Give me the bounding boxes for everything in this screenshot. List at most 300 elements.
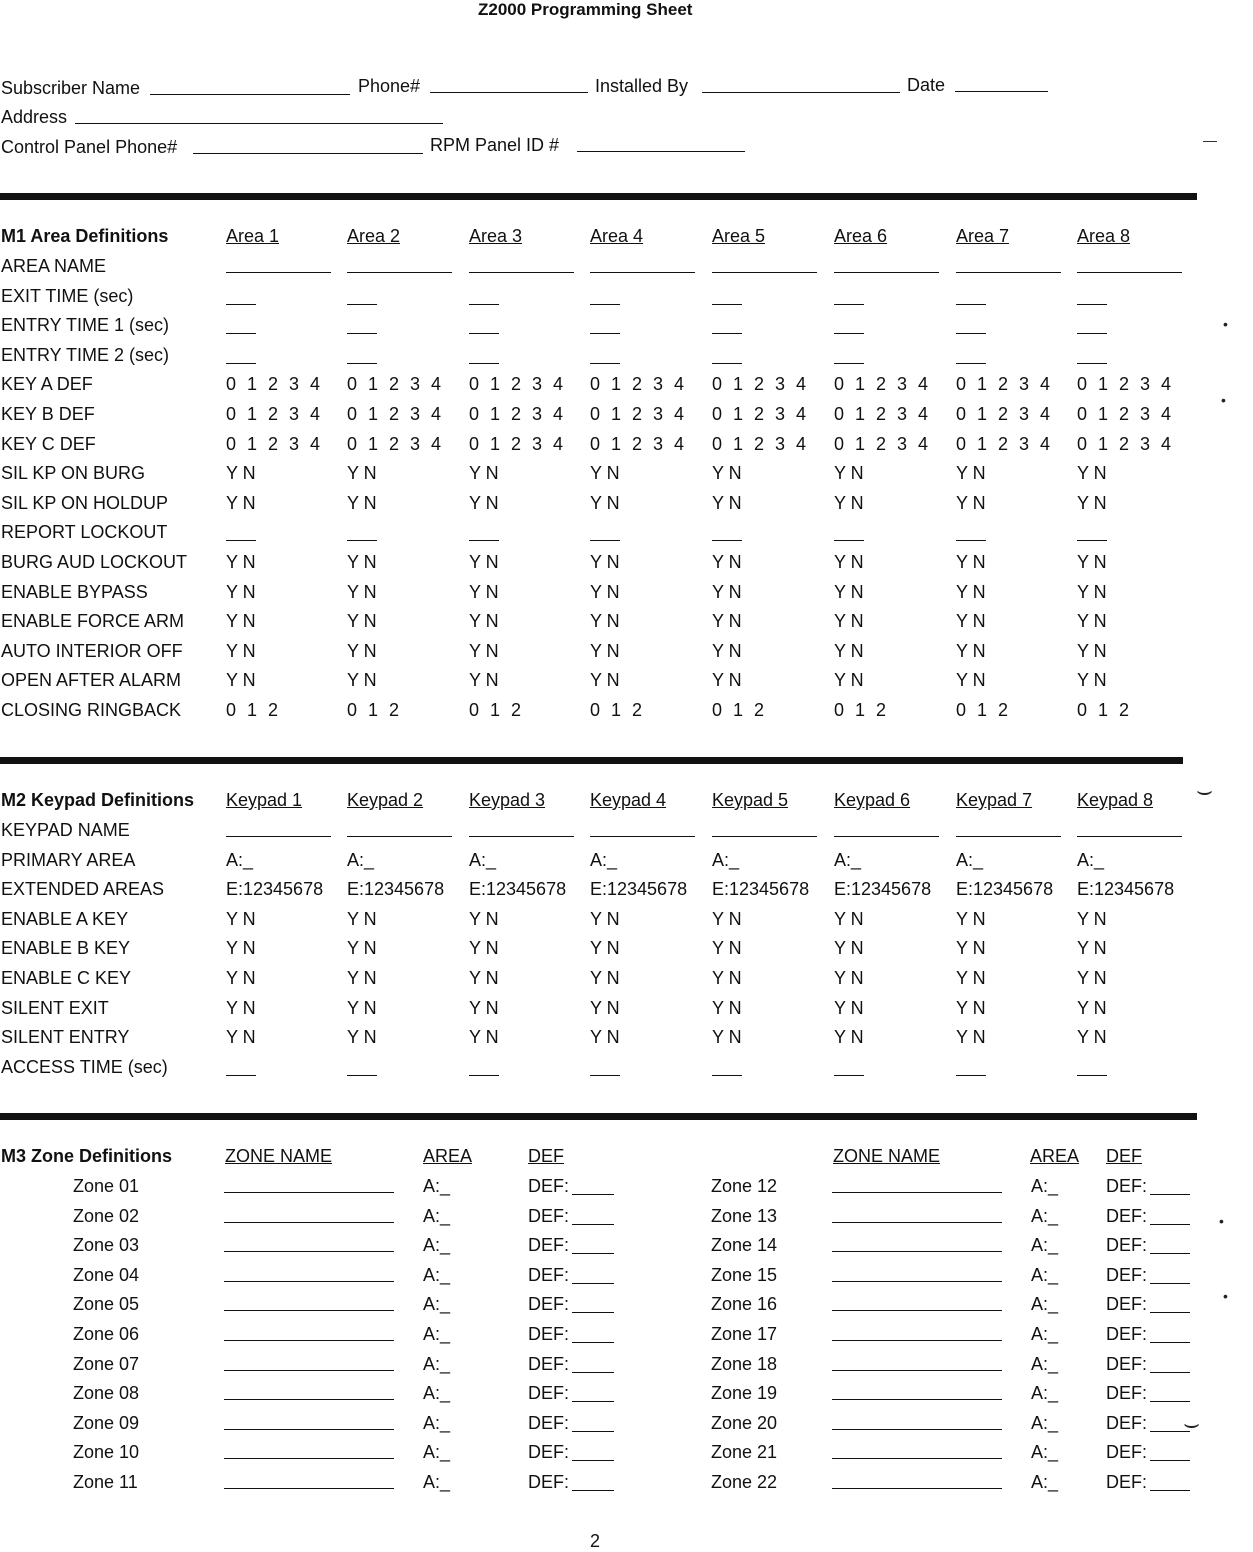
m2-name-field[interactable] xyxy=(712,836,817,837)
zone-def-blank[interactable] xyxy=(572,1283,614,1284)
zone-def-blank[interactable] xyxy=(1150,1283,1190,1284)
zone-name-field[interactable] xyxy=(832,1310,1002,1311)
m2-name-field[interactable] xyxy=(590,836,695,837)
m2-option-value[interactable]: E:12345678 xyxy=(347,879,445,900)
zone-name-field[interactable] xyxy=(832,1281,1002,1282)
m1-option-value[interactable]: Y N xyxy=(956,670,986,691)
m1-value-field[interactable] xyxy=(956,363,986,364)
m1-option-value[interactable]: Y N xyxy=(469,492,499,513)
m1-name-field[interactable] xyxy=(347,272,452,273)
zone-name-field[interactable] xyxy=(832,1222,1002,1223)
phone-field[interactable] xyxy=(430,92,588,93)
m2-option-value[interactable]: Y N xyxy=(1077,968,1107,988)
zone-def-blank[interactable] xyxy=(572,1194,614,1195)
m1-option-value[interactable]: 0 1 2 3 4 xyxy=(347,404,445,424)
m2-option-value[interactable]: A:_ xyxy=(1077,849,1105,870)
zone-def-field[interactable]: DEF: xyxy=(1106,1205,1148,1226)
m1-option-value[interactable]: Y N xyxy=(226,581,256,602)
zone-name-field[interactable] xyxy=(832,1251,1002,1252)
m2-option-value[interactable]: E:12345678 xyxy=(1077,879,1175,900)
zone-def-field[interactable]: DEF: xyxy=(1106,1383,1148,1404)
m2-option-value[interactable]: Y N xyxy=(590,1027,620,1048)
m2-value-field[interactable] xyxy=(469,1075,499,1076)
m1-option-value[interactable]: Y N xyxy=(347,611,377,632)
m1-value-field[interactable] xyxy=(226,304,256,305)
m1-option-value[interactable]: 0 1 2 3 4 xyxy=(469,374,567,395)
m2-option-value[interactable]: Y N xyxy=(226,938,256,959)
zone-def-blank[interactable] xyxy=(1150,1312,1190,1313)
m2-value-field[interactable] xyxy=(347,1075,377,1076)
zone-def-field[interactable]: DEF: xyxy=(1106,1412,1148,1433)
m1-option-value[interactable]: Y N xyxy=(226,552,256,572)
m2-heading: M2 Keypad Definitions xyxy=(1,790,195,810)
m1-option-value[interactable]: 0 1 2 xyxy=(834,700,890,720)
zone-def-blank[interactable] xyxy=(572,1490,614,1491)
m2-option-value[interactable]: Y N xyxy=(956,968,986,988)
zone-name-field[interactable] xyxy=(224,1222,394,1223)
m1-option-value[interactable]: Y N xyxy=(469,640,499,661)
m2-option-value[interactable]: E:12345678 xyxy=(469,879,567,900)
m2-name-field[interactable] xyxy=(956,836,1061,837)
zone-def-blank[interactable] xyxy=(1150,1224,1190,1225)
m1-option-value[interactable]: Y N xyxy=(712,611,742,632)
control-panel-phone-field[interactable] xyxy=(193,153,423,154)
m1-option-value[interactable]: 0 1 2 3 4 xyxy=(347,433,445,454)
m1-value-field[interactable] xyxy=(956,333,986,334)
zone-area-field[interactable]: A:_ xyxy=(423,1383,451,1404)
m1-option-value[interactable]: Y N xyxy=(1077,552,1107,572)
m1-option-value[interactable]: Y N xyxy=(834,611,864,632)
m1-option-value[interactable]: 0 1 2 3 4 xyxy=(1077,374,1175,395)
m3-zone-name-header-right: ZONE NAME xyxy=(833,1146,941,1166)
zone-def-field[interactable]: DEF: xyxy=(1106,1472,1148,1492)
zone-def-blank[interactable] xyxy=(572,1312,614,1313)
m1-option-value[interactable]: 0 1 2 xyxy=(226,700,282,720)
m2-value-field[interactable] xyxy=(956,1075,986,1076)
m2-option-value[interactable]: Y N xyxy=(226,968,256,988)
m2-name-field[interactable] xyxy=(834,836,939,837)
m1-value-field[interactable] xyxy=(956,540,986,541)
m1-option-value[interactable]: Y N xyxy=(956,492,986,513)
m1-option-value[interactable]: 0 1 2 3 4 xyxy=(712,404,810,424)
m1-option-value[interactable]: Y N xyxy=(956,581,986,602)
m2-option-value[interactable]: Y N xyxy=(347,908,377,929)
m1-option-value[interactable]: Y N xyxy=(347,581,377,602)
zone-name-field[interactable] xyxy=(224,1192,394,1193)
m2-option-value[interactable]: Y N xyxy=(469,997,499,1018)
zone-area-field[interactable]: A:_ xyxy=(423,1324,451,1344)
m2-option-value[interactable]: Y N xyxy=(712,997,742,1018)
m2-option-value[interactable]: Y N xyxy=(956,938,986,959)
zone-def-blank[interactable] xyxy=(1150,1490,1190,1491)
zone-def-blank[interactable] xyxy=(572,1342,614,1343)
zone-def-blank[interactable] xyxy=(572,1401,614,1402)
m2-option-value[interactable]: A:_ xyxy=(469,849,497,870)
zone-def-field[interactable]: DEF: xyxy=(1106,1324,1148,1344)
m1-name-field[interactable] xyxy=(956,272,1061,273)
zone-def-field[interactable]: DEF: xyxy=(528,1176,570,1196)
m1-option-value[interactable]: 0 1 2 xyxy=(712,700,768,720)
m1-option-value[interactable]: Y N xyxy=(469,670,499,691)
m1-option-value[interactable]: Y N xyxy=(1077,492,1107,513)
m1-option-value[interactable]: 0 1 2 3 4 xyxy=(590,404,688,424)
m1-value-field[interactable] xyxy=(347,540,377,541)
m1-name-field[interactable] xyxy=(469,272,574,273)
m1-option-value[interactable]: Y N xyxy=(590,492,620,513)
m1-option-value[interactable]: 0 1 2 3 4 xyxy=(469,433,567,454)
m2-option-value[interactable]: Y N xyxy=(1077,908,1107,929)
m1-option-value[interactable]: Y N xyxy=(347,552,377,572)
m1-option-value[interactable]: Y N xyxy=(712,463,742,484)
m1-option-value[interactable]: 0 1 2 3 4 xyxy=(834,433,932,454)
m2-option-value[interactable]: Y N xyxy=(834,908,864,929)
m1-option-value[interactable]: 0 1 2 xyxy=(590,700,646,720)
m1-option-value[interactable]: Y N xyxy=(347,670,377,691)
m2-option-value[interactable]: Y N xyxy=(226,1027,256,1048)
m2-option-value[interactable]: A:_ xyxy=(226,849,254,870)
m1-option-value[interactable]: Y N xyxy=(834,463,864,484)
zone-def-field[interactable]: DEF: xyxy=(528,1264,570,1285)
zone-def-blank[interactable] xyxy=(1150,1372,1190,1373)
zone-name-field[interactable] xyxy=(224,1399,394,1400)
m2-option-value[interactable]: Y N xyxy=(712,1027,742,1048)
m1-option-value[interactable]: 0 1 2 3 4 xyxy=(834,374,932,395)
m2-option-value[interactable]: Y N xyxy=(834,968,864,988)
m2-name-field[interactable] xyxy=(469,836,574,837)
m1-option-value[interactable]: Y N xyxy=(1077,611,1107,632)
installed-by-field[interactable] xyxy=(702,92,900,93)
m1-option-value[interactable]: Y N xyxy=(226,640,256,661)
m2-value-field[interactable] xyxy=(712,1075,742,1076)
m1-option-value[interactable]: Y N xyxy=(347,640,377,661)
zone-def-field[interactable]: DEF: xyxy=(528,1205,570,1226)
m2-option-value[interactable]: Y N xyxy=(1077,997,1107,1018)
m1-option-value[interactable]: Y N xyxy=(1077,581,1107,602)
zone-area-field[interactable]: A:_ xyxy=(1031,1324,1059,1344)
m2-option-value[interactable]: Y N xyxy=(590,997,620,1018)
zone-name-field[interactable] xyxy=(832,1370,1002,1371)
m1-value-field[interactable] xyxy=(590,540,620,541)
m1-value-field[interactable] xyxy=(1077,363,1107,364)
zone-area-field[interactable]: A:_ xyxy=(1031,1264,1059,1285)
zone-area-field[interactable]: A:_ xyxy=(1031,1442,1059,1463)
m2-option-value[interactable]: Y N xyxy=(834,997,864,1018)
m1-option-value[interactable]: 0 1 2 3 4 xyxy=(590,433,688,454)
m2-option-value[interactable]: E:12345678 xyxy=(956,879,1054,900)
rpm-panel-id-field[interactable] xyxy=(577,151,745,152)
zone-def-blank[interactable] xyxy=(1150,1460,1190,1461)
m2-option-value[interactable]: A:_ xyxy=(712,849,740,870)
m2-value-field[interactable] xyxy=(226,1075,256,1076)
zone-def-blank[interactable] xyxy=(572,1253,614,1254)
m1-option-value[interactable]: 0 1 2 3 4 xyxy=(1077,404,1175,424)
zone-def-field[interactable]: DEF: xyxy=(528,1442,570,1463)
zone-name-field[interactable] xyxy=(224,1310,394,1311)
m2-option-value[interactable]: Y N xyxy=(590,968,620,988)
m1-name-field[interactable] xyxy=(712,272,817,273)
m1-option-value[interactable]: Y N xyxy=(712,552,742,572)
m1-option-value[interactable]: Y N xyxy=(956,611,986,632)
m2-option-value[interactable]: Y N xyxy=(347,968,377,988)
zone-name-field[interactable] xyxy=(224,1251,394,1252)
m2-option-value[interactable]: A:_ xyxy=(347,849,375,870)
m2-option-value[interactable]: Y N xyxy=(347,1027,377,1048)
zone-def-field[interactable]: DEF: xyxy=(1106,1264,1148,1285)
m2-option-value[interactable]: Y N xyxy=(469,908,499,929)
m2-name-field[interactable] xyxy=(347,836,452,837)
m1-option-value[interactable]: 0 1 2 3 4 xyxy=(226,404,324,424)
zone-name-field[interactable] xyxy=(224,1281,394,1282)
m1-value-field[interactable] xyxy=(347,363,377,364)
m1-value-field[interactable] xyxy=(712,304,742,305)
m1-option-value[interactable]: Y N xyxy=(1077,463,1107,484)
zone-area-field[interactable]: A:_ xyxy=(423,1294,451,1315)
m1-option-value[interactable]: 0 1 2 3 4 xyxy=(712,374,810,395)
m1-value-field[interactable] xyxy=(347,333,377,334)
zone-def-field[interactable]: DEF: xyxy=(528,1353,570,1374)
zone-area-field[interactable]: A:_ xyxy=(1031,1472,1059,1492)
m1-option-value[interactable]: Y N xyxy=(226,463,256,484)
m1-option-value[interactable]: Y N xyxy=(590,552,620,572)
zone-area-field[interactable]: A:_ xyxy=(1031,1176,1059,1196)
zone-name-field[interactable] xyxy=(832,1399,1002,1400)
m1-option-value[interactable]: Y N xyxy=(956,552,986,572)
zone-area-field[interactable]: A:_ xyxy=(423,1472,451,1492)
m1-option-value[interactable]: Y N xyxy=(347,463,377,484)
m1-option-value[interactable]: Y N xyxy=(469,611,499,632)
m1-option-value[interactable]: 0 1 2 3 4 xyxy=(834,404,932,424)
zone-name-field[interactable] xyxy=(224,1488,394,1489)
m1-option-value[interactable]: Y N xyxy=(1077,670,1107,691)
m1-value-field[interactable] xyxy=(956,304,986,305)
m1-row-label: CLOSING RINGBACK xyxy=(1,700,182,720)
m2-value-field[interactable] xyxy=(590,1075,620,1076)
m2-option-value[interactable]: Y N xyxy=(834,1027,864,1048)
m1-value-field[interactable] xyxy=(469,363,499,364)
m1-option-value[interactable]: Y N xyxy=(469,581,499,602)
zone-def-field[interactable]: DEF: xyxy=(1106,1353,1148,1374)
zone-area-field[interactable]: A:_ xyxy=(423,1176,451,1196)
zone-name-field[interactable] xyxy=(832,1488,1002,1489)
zone-area-field[interactable]: A:_ xyxy=(1031,1383,1059,1404)
m2-option-value[interactable]: Y N xyxy=(469,968,499,988)
zone-label: Zone 15 xyxy=(711,1264,778,1285)
zone-def-field[interactable]: DEF: xyxy=(1106,1442,1148,1463)
m1-option-value[interactable]: Y N xyxy=(469,463,499,484)
m1-option-value[interactable]: 0 1 2 xyxy=(469,700,525,720)
m2-option-value[interactable]: A:_ xyxy=(834,849,862,870)
m1-value-field[interactable] xyxy=(834,363,864,364)
m1-option-value[interactable]: Y N xyxy=(226,670,256,691)
m1-value-field[interactable] xyxy=(712,540,742,541)
m1-option-value[interactable]: Y N xyxy=(712,670,742,691)
m1-option-value[interactable]: 0 1 2 xyxy=(1077,700,1133,720)
m1-option-value[interactable]: 0 1 2 3 4 xyxy=(956,433,1054,454)
m2-option-value[interactable]: E:12345678 xyxy=(834,879,932,900)
m2-option-value[interactable]: Y N xyxy=(956,1027,986,1048)
m1-option-value[interactable]: Y N xyxy=(1077,640,1107,661)
m2-option-value[interactable]: Y N xyxy=(712,938,742,959)
m1-name-field[interactable] xyxy=(590,272,695,273)
zone-def-field[interactable]: DEF: xyxy=(528,1412,570,1433)
zone-def-blank[interactable] xyxy=(572,1431,614,1432)
m1-option-value[interactable]: Y N xyxy=(712,640,742,661)
zone-area-field[interactable]: A:_ xyxy=(1031,1412,1059,1433)
zone-area-field[interactable]: A:_ xyxy=(423,1264,451,1285)
zone-def-field[interactable]: DEF: xyxy=(528,1294,570,1315)
m1-option-value[interactable]: 0 1 2 3 4 xyxy=(956,374,1054,395)
m2-name-field[interactable] xyxy=(1077,836,1182,837)
zone-area-field[interactable]: A:_ xyxy=(1031,1353,1059,1374)
zone-def-field[interactable]: DEF: xyxy=(528,1235,570,1256)
m2-option-value[interactable]: Y N xyxy=(469,938,499,959)
zone-name-field[interactable] xyxy=(224,1370,394,1371)
zone-def-field[interactable]: DEF: xyxy=(528,1324,570,1344)
m2-name-field[interactable] xyxy=(226,836,331,837)
m1-option-value[interactable]: Y N xyxy=(834,670,864,691)
zone-def-blank[interactable] xyxy=(1150,1253,1190,1254)
m1-value-field[interactable] xyxy=(347,304,377,305)
m1-option-value[interactable]: Y N xyxy=(469,552,499,572)
m1-option-value[interactable]: 0 1 2 3 4 xyxy=(226,374,324,395)
zone-name-field[interactable] xyxy=(224,1429,394,1430)
zone-area-field[interactable]: A:_ xyxy=(423,1205,451,1226)
m1-name-field[interactable] xyxy=(1077,272,1182,273)
m1-option-value[interactable]: Y N xyxy=(712,581,742,602)
m2-option-value[interactable]: Y N xyxy=(347,997,377,1018)
m2-option-value[interactable]: Y N xyxy=(347,938,377,959)
zone-name-field[interactable] xyxy=(832,1458,1002,1459)
m1-option-value[interactable]: 0 1 2 xyxy=(956,700,1012,720)
m1-option-value[interactable]: 0 1 2 3 4 xyxy=(590,374,688,395)
m2-option-value[interactable]: E:12345678 xyxy=(712,879,810,900)
m1-value-field[interactable] xyxy=(834,333,864,334)
m1-value-field[interactable] xyxy=(226,363,256,364)
m1-name-field[interactable] xyxy=(226,272,331,273)
m1-value-field[interactable] xyxy=(590,363,620,364)
m1-option-value[interactable]: Y N xyxy=(956,463,986,484)
m1-value-field[interactable] xyxy=(226,540,256,541)
m1-value-field[interactable] xyxy=(834,304,864,305)
m2-option-value[interactable]: E:12345678 xyxy=(590,879,688,900)
zone-name-field[interactable] xyxy=(224,1458,394,1459)
m1-value-field[interactable] xyxy=(590,304,620,305)
page-title: Z2000 Programming Sheet xyxy=(478,0,693,19)
m1-option-value[interactable]: 0 1 2 3 4 xyxy=(469,404,567,424)
zone-def-blank[interactable] xyxy=(1150,1401,1190,1402)
m1-option-value[interactable]: Y N xyxy=(347,492,377,513)
m1-option-value[interactable]: Y N xyxy=(834,492,864,513)
m2-option-value[interactable]: Y N xyxy=(226,997,256,1018)
zone-area-field[interactable]: A:_ xyxy=(1031,1294,1059,1315)
zone-name-field[interactable] xyxy=(224,1340,394,1341)
m1-value-field[interactable] xyxy=(712,363,742,364)
m1-value-field[interactable] xyxy=(469,540,499,541)
m2-option-value[interactable]: Y N xyxy=(712,968,742,988)
m1-option-value[interactable]: 0 1 2 3 4 xyxy=(956,404,1054,424)
zone-area-field[interactable]: A:_ xyxy=(423,1442,451,1463)
m1-option-value[interactable]: Y N xyxy=(590,581,620,602)
m2-option-value[interactable]: Y N xyxy=(712,908,742,929)
m1-option-value[interactable]: 0 1 2 3 4 xyxy=(226,433,324,454)
subscriber-name-field[interactable] xyxy=(150,94,350,95)
m1-value-field[interactable] xyxy=(1077,540,1107,541)
zone-def-field[interactable]: DEF: xyxy=(1106,1294,1148,1315)
m1-option-value[interactable]: Y N xyxy=(834,581,864,602)
m1-option-value[interactable]: Y N xyxy=(226,611,256,632)
m1-value-field[interactable] xyxy=(834,540,864,541)
m2-option-value[interactable]: Y N xyxy=(1077,938,1107,959)
zone-label: Zone 21 xyxy=(711,1442,778,1463)
m1-value-field[interactable] xyxy=(590,333,620,334)
m1-option-value[interactable]: Y N xyxy=(834,640,864,661)
zone-def-blank[interactable] xyxy=(572,1372,614,1373)
zone-def-field[interactable]: DEF: xyxy=(1106,1176,1148,1196)
zone-def-blank[interactable] xyxy=(572,1224,614,1225)
m1-option-value[interactable]: 0 1 2 3 4 xyxy=(347,374,445,395)
m1-option-value[interactable]: Y N xyxy=(226,492,256,513)
m1-option-value[interactable]: Y N xyxy=(834,552,864,572)
m1-option-value[interactable]: Y N xyxy=(956,640,986,661)
zone-def-blank[interactable] xyxy=(1150,1194,1190,1195)
zone-def-blank[interactable] xyxy=(572,1460,614,1461)
m1-option-value[interactable]: Y N xyxy=(590,463,620,484)
m2-option-value[interactable]: Y N xyxy=(834,938,864,959)
m1-value-field[interactable] xyxy=(712,333,742,334)
m2-option-value[interactable]: A:_ xyxy=(956,849,984,870)
m2-option-value[interactable]: Y N xyxy=(226,908,256,929)
zone-name-field[interactable] xyxy=(832,1192,1002,1193)
zone-name-field[interactable] xyxy=(832,1340,1002,1341)
m2-value-field[interactable] xyxy=(834,1075,864,1076)
m2-option-value[interactable]: Y N xyxy=(590,908,620,929)
m2-option-value[interactable]: A:_ xyxy=(590,849,618,870)
m2-option-value[interactable]: Y N xyxy=(469,1027,499,1048)
zone-def-blank[interactable] xyxy=(1150,1342,1190,1343)
zone-name-field[interactable] xyxy=(832,1429,1002,1430)
m2-option-value[interactable]: Y N xyxy=(956,908,986,929)
address-field[interactable] xyxy=(75,123,443,124)
m1-option-value[interactable]: 0 1 2 3 4 xyxy=(1077,433,1175,454)
date-field[interactable] xyxy=(955,91,1048,92)
m1-option-value[interactable]: Y N xyxy=(590,611,620,632)
m2-option-value[interactable]: Y N xyxy=(590,938,620,959)
m1-name-field[interactable] xyxy=(834,272,939,273)
zone-def-field[interactable]: DEF: xyxy=(1106,1235,1148,1256)
m1-option-value[interactable]: Y N xyxy=(712,492,742,513)
zone-area-field[interactable]: A:_ xyxy=(1031,1235,1059,1256)
m1-value-field[interactable] xyxy=(1077,304,1107,305)
m1-option-value[interactable]: Y N xyxy=(590,670,620,691)
zone-area-field[interactable]: A:_ xyxy=(423,1353,451,1374)
m1-option-value[interactable]: Y N xyxy=(590,640,620,661)
zone-area-field[interactable]: A:_ xyxy=(423,1412,451,1433)
zone-def-field[interactable]: DEF: xyxy=(528,1383,570,1404)
m1-option-value[interactable]: 0 1 2 3 4 xyxy=(712,433,810,454)
m2-option-value[interactable]: Y N xyxy=(956,997,986,1018)
zone-area-field[interactable]: A:_ xyxy=(423,1235,451,1256)
m2-option-value[interactable]: E:12345678 xyxy=(226,879,324,900)
m1-option-value[interactable]: 0 1 2 xyxy=(347,700,403,720)
m1-value-field[interactable] xyxy=(469,333,499,334)
m1-value-field[interactable] xyxy=(226,333,256,334)
m1-value-field[interactable] xyxy=(469,304,499,305)
zone-area-field[interactable]: A:_ xyxy=(1031,1205,1059,1226)
zone-def-field[interactable]: DEF: xyxy=(528,1472,570,1492)
m2-value-field[interactable] xyxy=(1077,1075,1107,1076)
m1-value-field[interactable] xyxy=(1077,333,1107,334)
m2-option-value[interactable]: Y N xyxy=(1077,1027,1107,1048)
